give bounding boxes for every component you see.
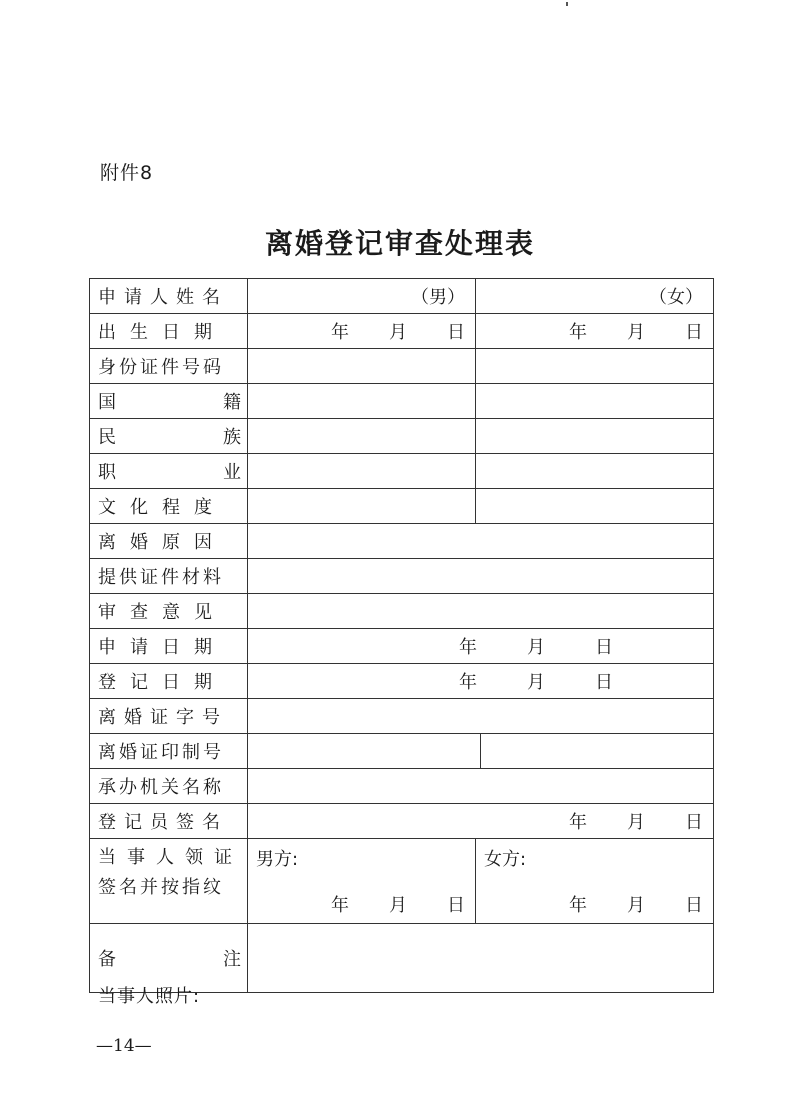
registrar-signature-field[interactable] bbox=[248, 804, 714, 839]
female-name-field[interactable] bbox=[476, 279, 714, 314]
divorce-review-form bbox=[89, 278, 714, 993]
label-divorce-reason: 离婚原因 bbox=[90, 524, 248, 559]
label-birth-date: 出生日期 bbox=[90, 314, 248, 349]
month-char: 月 bbox=[627, 812, 645, 833]
year-char: 年 bbox=[459, 672, 477, 693]
form-title: 离婚登记审查处理表 bbox=[264, 227, 535, 260]
attachment-label: 附件8 bbox=[100, 162, 154, 184]
remarks-field[interactable] bbox=[248, 924, 714, 993]
label-registrar-signature: 登记员签名 bbox=[90, 804, 248, 839]
label-review-opinion: 审查意见 bbox=[90, 594, 248, 629]
year-char: 年 bbox=[569, 322, 587, 343]
label-occupation: 职 业 bbox=[90, 454, 248, 489]
year-char: 年 bbox=[331, 895, 349, 916]
label-certificate-number: 离婚证字号 bbox=[90, 699, 248, 734]
row-ethnicity bbox=[90, 419, 714, 454]
label-education: 文化程度 bbox=[90, 489, 248, 524]
party-photo-label: 当事人照片: bbox=[98, 986, 201, 1007]
scan-mark bbox=[566, 2, 568, 6]
month-char: 月 bbox=[527, 672, 545, 693]
male-party-label: 男方: bbox=[256, 849, 299, 870]
row-application-date bbox=[90, 629, 714, 664]
female-occupation-field[interactable] bbox=[476, 454, 714, 489]
application-date-field[interactable] bbox=[248, 629, 714, 664]
print-number-part-a[interactable] bbox=[248, 734, 481, 768]
label-nationality: 国 籍 bbox=[90, 384, 248, 419]
row-documents bbox=[90, 559, 714, 594]
female-marker: （女） bbox=[649, 287, 703, 308]
row-birth-date bbox=[90, 314, 714, 349]
row-applicant-name bbox=[90, 279, 714, 314]
male-party-signature-field[interactable] bbox=[248, 839, 476, 924]
male-id-field[interactable] bbox=[248, 349, 476, 384]
label-party-signature: 当事人领证 签名并按指纹 bbox=[90, 839, 248, 924]
divorce-reason-field[interactable] bbox=[248, 524, 714, 559]
year-char: 年 bbox=[331, 322, 349, 343]
label-applicant-name: 申请人姓名 bbox=[90, 279, 248, 314]
male-marker: （男） bbox=[411, 287, 465, 308]
row-id-number bbox=[90, 349, 714, 384]
male-occupation-field[interactable] bbox=[248, 454, 476, 489]
row-certificate-number bbox=[90, 699, 714, 734]
row-occupation bbox=[90, 454, 714, 489]
day-char: 日 bbox=[685, 895, 703, 916]
month-char: 月 bbox=[627, 322, 645, 343]
row-registration-date bbox=[90, 664, 714, 699]
row-divorce-reason bbox=[90, 524, 714, 559]
label-ethnicity: 民 族 bbox=[90, 419, 248, 454]
label-handling-authority: 承办机关名称 bbox=[90, 769, 248, 804]
day-char: 日 bbox=[595, 672, 613, 693]
female-party-signature-field[interactable] bbox=[476, 839, 714, 924]
year-char: 年 bbox=[569, 812, 587, 833]
review-opinion-field[interactable] bbox=[248, 594, 714, 629]
male-birth-date-field[interactable] bbox=[248, 314, 476, 349]
female-birth-date-field[interactable] bbox=[476, 314, 714, 349]
female-education-field[interactable] bbox=[476, 489, 714, 524]
certificate-number-field[interactable] bbox=[248, 699, 714, 734]
month-char: 月 bbox=[627, 895, 645, 916]
certificate-print-number-field[interactable] bbox=[248, 734, 714, 769]
female-ethnicity-field[interactable] bbox=[476, 419, 714, 454]
male-education-field[interactable] bbox=[248, 489, 476, 524]
label-application-date: 申请日期 bbox=[90, 629, 248, 664]
day-char: 日 bbox=[685, 812, 703, 833]
row-certificate-print-number bbox=[90, 734, 714, 769]
row-party-signature bbox=[90, 839, 714, 924]
day-char: 日 bbox=[447, 895, 465, 916]
handling-authority-field[interactable] bbox=[248, 769, 714, 804]
year-char: 年 bbox=[569, 895, 587, 916]
male-ethnicity-field[interactable] bbox=[248, 419, 476, 454]
male-name-field[interactable] bbox=[248, 279, 476, 314]
day-char: 日 bbox=[685, 322, 703, 343]
label-remarks: 备 注 bbox=[90, 924, 248, 993]
row-handling-authority bbox=[90, 769, 714, 804]
male-nationality-field[interactable] bbox=[248, 384, 476, 419]
month-char: 月 bbox=[389, 895, 407, 916]
label-certificate-print-number: 离婚证印制号 bbox=[90, 734, 248, 769]
year-char: 年 bbox=[459, 637, 477, 658]
row-education bbox=[90, 489, 714, 524]
female-party-label: 女方: bbox=[484, 849, 527, 870]
month-char: 月 bbox=[527, 637, 545, 658]
label-id-number: 身份证件号码 bbox=[90, 349, 248, 384]
day-char: 日 bbox=[595, 637, 613, 658]
day-char: 日 bbox=[447, 322, 465, 343]
label-documents: 提供证件材料 bbox=[90, 559, 248, 594]
female-id-field[interactable] bbox=[476, 349, 714, 384]
month-char: 月 bbox=[389, 322, 407, 343]
row-registrar-signature bbox=[90, 804, 714, 839]
registration-date-field[interactable] bbox=[248, 664, 714, 699]
row-nationality bbox=[90, 384, 714, 419]
label-registration-date: 登记日期 bbox=[90, 664, 248, 699]
documents-field[interactable] bbox=[248, 559, 714, 594]
print-number-part-b[interactable] bbox=[481, 734, 713, 768]
female-nationality-field[interactable] bbox=[476, 384, 714, 419]
row-review-opinion bbox=[90, 594, 714, 629]
page-number: —14— bbox=[96, 1036, 152, 1056]
